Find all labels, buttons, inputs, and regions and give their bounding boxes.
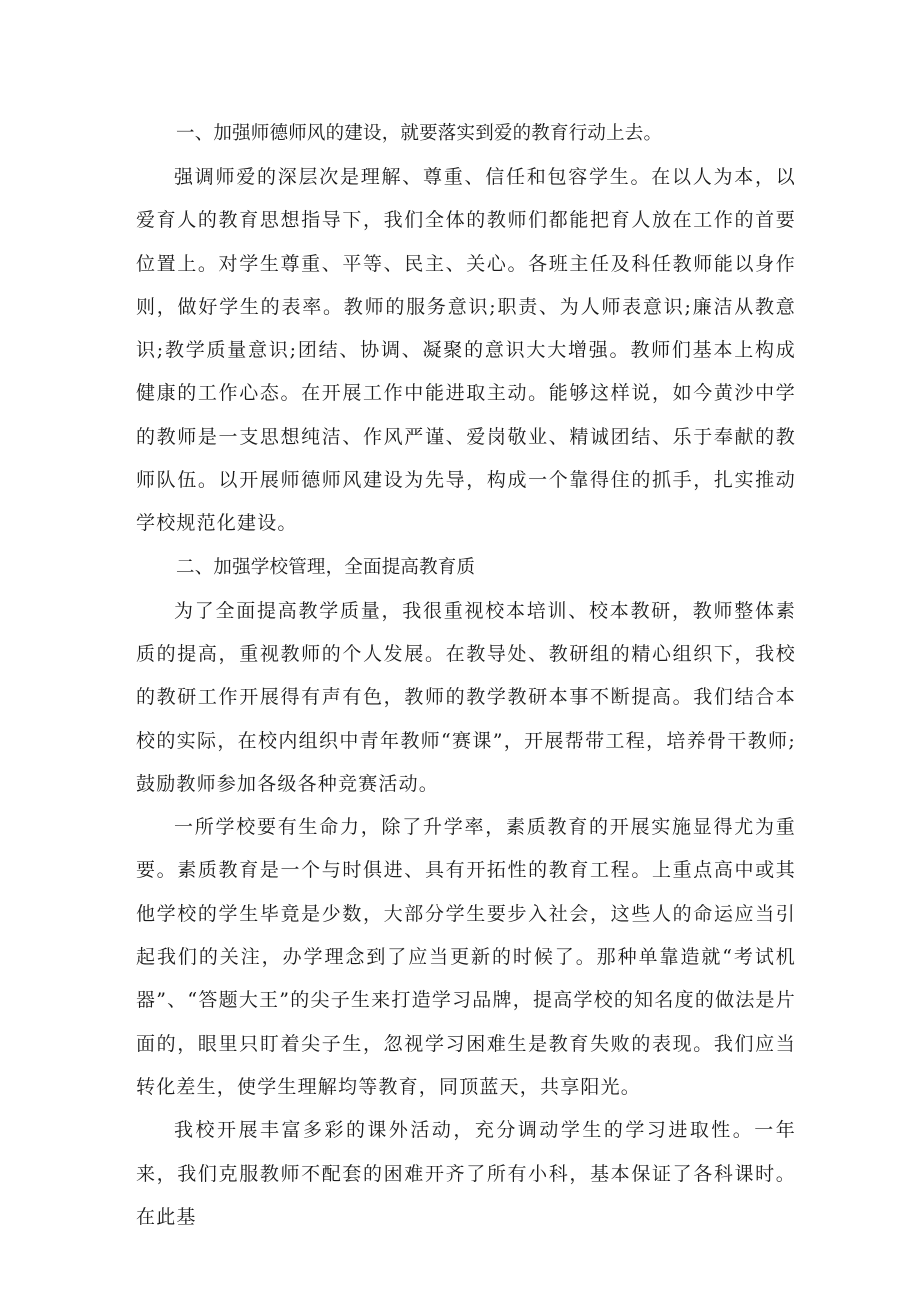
paragraph-4: 我校开展丰富多彩的课外活动，充分调动学生的学习进取性。一年来，我们克服教师不配套的困难开齐了所有小科，基本保证了各科课时。在此基 [136, 1119, 796, 1228]
paragraph-1: 强调师爱的深层次是理解、尊重、信任和包容学生。在以人为本，以爱育人的教育思想指导下，我们全体的教师们都能把育人放在工作的首要位置上。对学生尊重、平等、民主、关心。各班主任及科任教师能以身作则，做好学生的表率。教师的服务意识;职责、为人师表意识;廉洁从教意识;教学质量意识;团结、协调、凝聚的意识大大增强。教师们基本上构成健康的工作心态。在开展工作中能进取主动。能够这样说，如今黄沙中学的教师是一支思想纯洁、作风严谨、爱岗敬业、精诚团结、乐于奉献的教师队伍。以开展师德师风建设为先导，构成一个靠得住的抓手，扎实推动学校规范化建设。 [136, 166, 796, 535]
section-heading-1: 一、加强师德师风的建设，就要落实到爱的教育行动上去。 [176, 123, 663, 144]
section-heading-2: 二、加强学校管理，全面提高教育质 [176, 556, 476, 578]
paragraph-2: 为了全面提高教学质量，我很重视校本培训、校本教研，教师整体素质的提高，重视教师的个人发展。在教导处、教研组的精心组织下，我校的教研工作开展得有声有色，教师的教学教研本事不断提高。我们结合本校的实际，在校内组织中青年教师“赛课”，开展帮带工程，培养骨干教师;鼓励教师参加各级各种竞赛活动。 [136, 599, 796, 795]
paragraph-3: 一所学校要有生命力，除了升学率，素质教育的开展实施显得尤为重要。素质教育是一个与时俱进、具有开拓性的教育工程。上重点高中或其他学校的学生毕竟是少数，大部分学生要步入社会，这些人的命运应当引起我们的关注，办学理念到了应当更新的时候了。那种单靠造就“考试机器”、“答题大王”的尖子生来打造学习品牌，提高学校的知名度的做法是片面的，眼里只盯着尖子生，忽视学习困难生是教育失败的表现。我们应当转化差生，使学生理解均等教育，同顶蓝天，共享阳光。 [136, 816, 796, 1098]
document-page [136, 112, 796, 1239]
